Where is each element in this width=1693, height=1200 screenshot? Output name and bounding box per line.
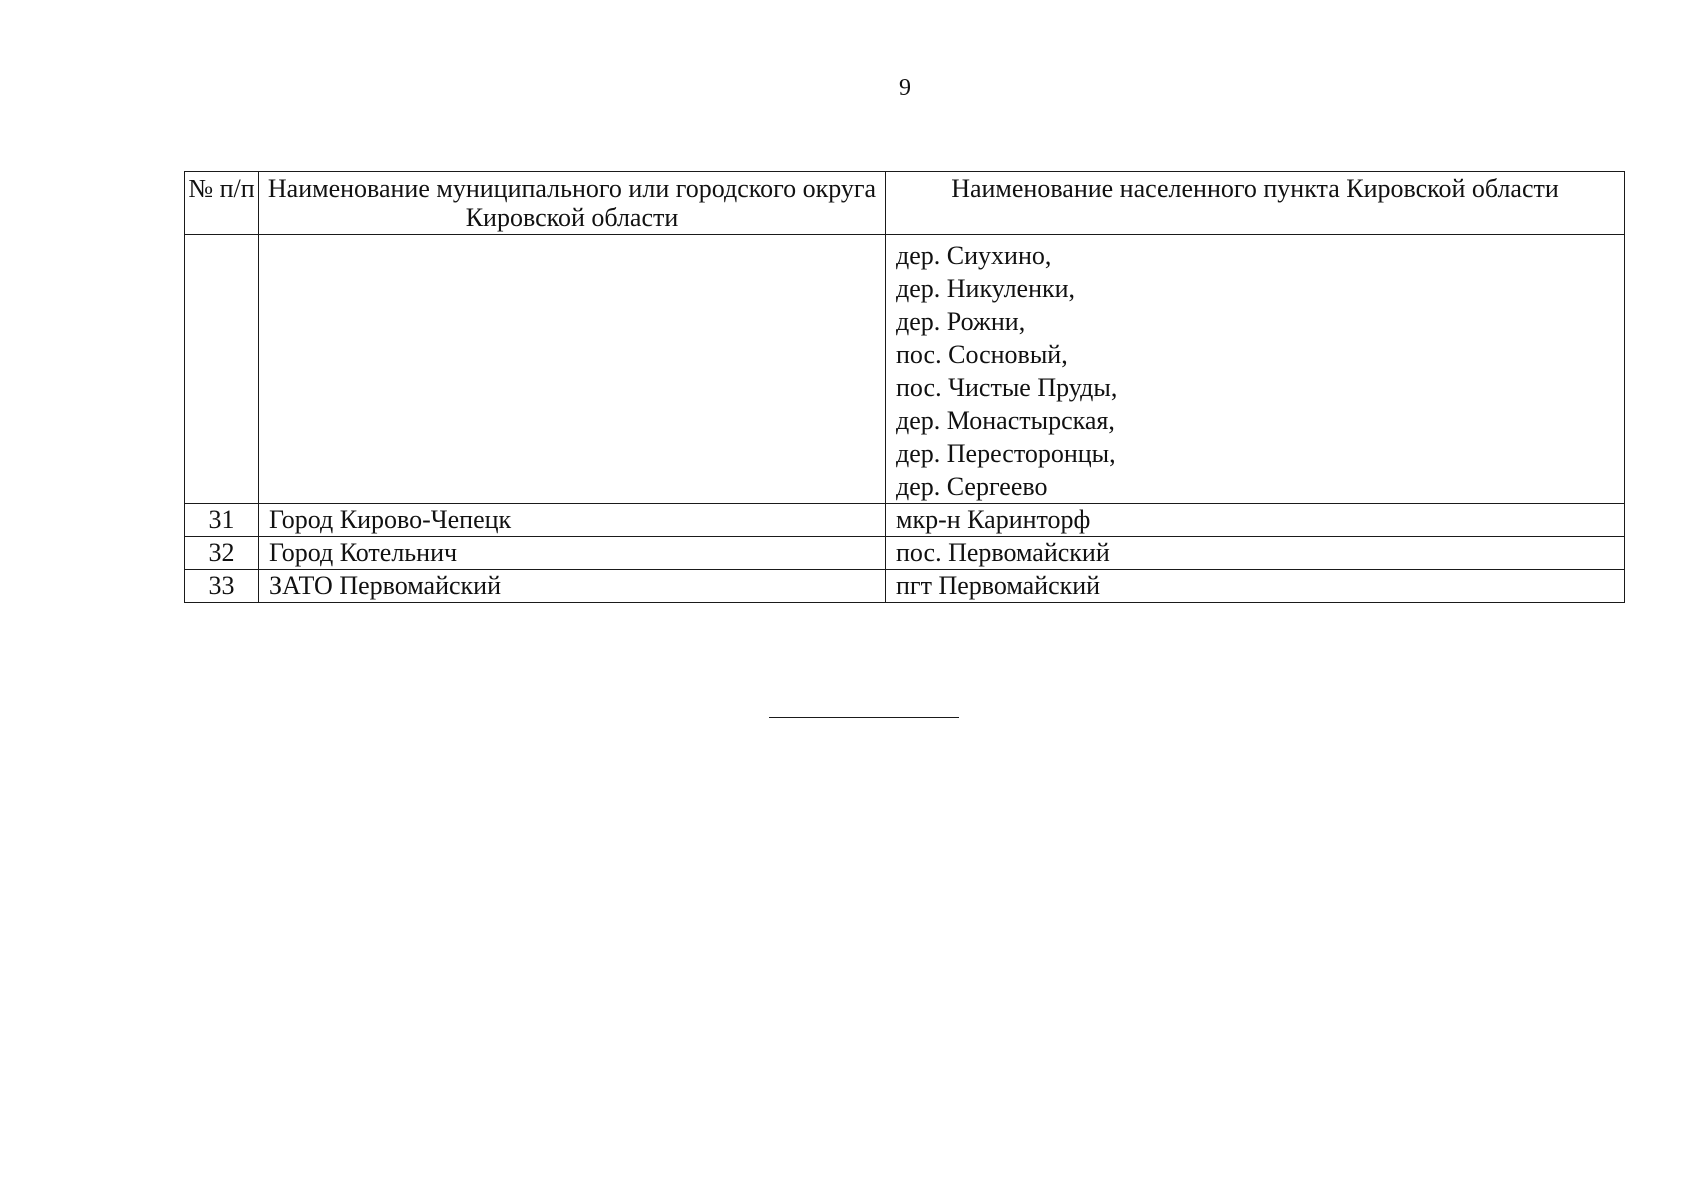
table-row bbox=[185, 537, 1625, 570]
cell-district: ЗАТО Первомайский bbox=[259, 570, 886, 603]
cell-number: 33 bbox=[185, 570, 259, 603]
list-item: дер. Никуленки, bbox=[896, 274, 1076, 303]
cell-place: пос. Первомайский bbox=[886, 537, 1625, 570]
cell-district-empty bbox=[259, 235, 886, 504]
list-item: дер. Монастырская, bbox=[896, 406, 1115, 435]
settlements-table bbox=[184, 171, 1625, 603]
cell-district: Город Кирово-Чепецк bbox=[259, 504, 886, 537]
list-item: пос. Чистые Пруды, bbox=[896, 373, 1118, 402]
cell-district: Город Котельнич bbox=[259, 537, 886, 570]
table-row bbox=[185, 570, 1625, 603]
header-district-label: Наименование муниципального или городского округа Кировской области bbox=[267, 174, 877, 232]
header-place-label: Наименование населенного пункта Кировской области bbox=[951, 174, 1559, 203]
list-item: дер. Пересторонцы, bbox=[896, 439, 1116, 468]
header-place bbox=[886, 172, 1625, 235]
page-number: 9 bbox=[899, 75, 911, 101]
table-row bbox=[185, 504, 1625, 537]
table-header-row bbox=[185, 172, 1625, 235]
header-number-label: № п/п bbox=[188, 174, 255, 203]
cell-place: пгт Первомайский bbox=[886, 570, 1625, 603]
list-item: пос. Сосновый, bbox=[896, 340, 1068, 369]
cell-places bbox=[886, 235, 1625, 504]
cell-place: мкр-н Каринторф bbox=[886, 504, 1625, 537]
cell-number: 32 bbox=[185, 537, 259, 570]
table-row-continued bbox=[185, 235, 1625, 504]
header-number bbox=[185, 172, 259, 235]
closing-rule bbox=[769, 717, 959, 718]
place-list bbox=[886, 235, 1624, 503]
header-district bbox=[259, 172, 886, 235]
cell-number-empty bbox=[185, 235, 259, 504]
list-item: дер. Сергеево bbox=[896, 472, 1048, 501]
list-item: дер. Рожни, bbox=[896, 307, 1026, 336]
list-item: дер. Сиухино, bbox=[896, 241, 1052, 270]
cell-number: 31 bbox=[185, 504, 259, 537]
